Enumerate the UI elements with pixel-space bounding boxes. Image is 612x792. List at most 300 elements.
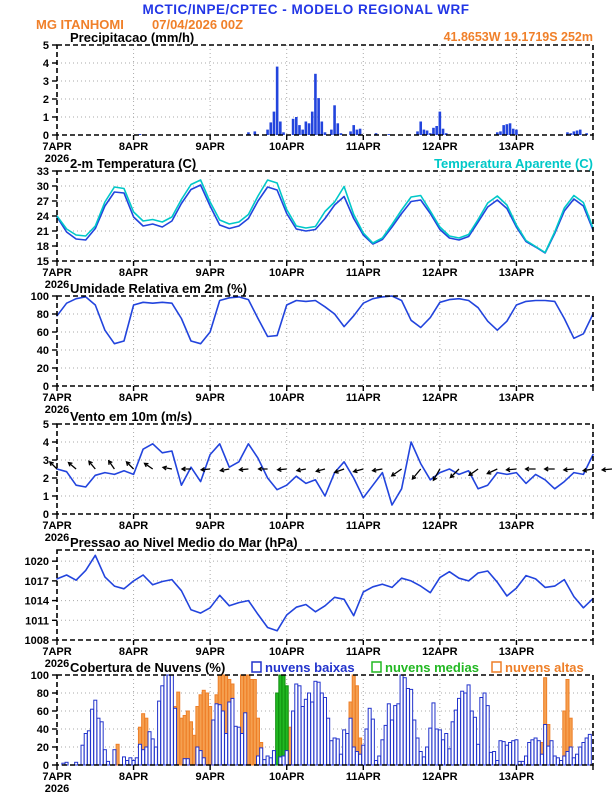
wind-arrow — [69, 463, 77, 469]
cloud-bar — [295, 684, 298, 765]
cloud-bar — [113, 750, 116, 765]
x-tick-label: 13APR — [498, 771, 535, 783]
x-year-label: 2026 — [44, 783, 70, 792]
cloud-bar — [540, 754, 543, 765]
series-line — [57, 296, 593, 344]
cloud-bar — [435, 729, 438, 765]
cloud-bar — [515, 740, 518, 765]
cloud-bar — [419, 752, 422, 766]
precip-bar — [311, 112, 314, 135]
cloud-bar — [317, 682, 320, 765]
x-tick-label: 8APR — [118, 392, 149, 404]
precip-bar — [324, 132, 327, 135]
wind-arrow — [145, 463, 153, 469]
cloud-bar — [199, 751, 202, 765]
cloud-bar — [225, 734, 228, 766]
precip-bar — [295, 117, 298, 135]
cloud-bar — [566, 752, 569, 766]
precip-bar — [292, 119, 295, 135]
cloud-bar — [148, 732, 151, 765]
cloud-bar — [387, 704, 390, 765]
cloud-bar — [272, 751, 275, 765]
precip-bar — [314, 74, 317, 135]
precip-bar — [579, 130, 582, 135]
y-tick-label: 1020 — [24, 556, 49, 569]
x-tick-label: 8APR — [118, 771, 149, 783]
cloud-bar — [94, 700, 97, 765]
cloud-bar — [480, 698, 483, 766]
wind-arrow — [297, 468, 306, 472]
y-tick-label: 27 — [36, 196, 49, 208]
cloud-bar — [129, 758, 132, 765]
cloud-bar — [158, 701, 161, 765]
cloud-bar — [381, 740, 384, 765]
precip-bar — [419, 122, 422, 136]
coordinates-label: 41.8653W 19.1719S 252m — [443, 30, 593, 44]
cloud-bar — [116, 744, 119, 765]
x-tick-label: 8APR — [118, 141, 149, 153]
x-tick-label: 10APR — [268, 771, 305, 783]
y-tick-label: 80 — [36, 688, 49, 700]
cloud-bar — [231, 698, 234, 765]
precip-bar — [269, 122, 272, 135]
wind-arrow — [583, 468, 593, 472]
cloud-bar — [304, 699, 307, 765]
precip-bar — [506, 124, 509, 135]
cloud-bar — [422, 757, 425, 765]
cloud-bar — [505, 745, 508, 765]
cloud-bar — [502, 742, 505, 765]
cloud-bar — [493, 752, 496, 766]
cloud-bar — [391, 720, 394, 765]
x-tick-label: 9APR — [195, 771, 225, 783]
x-year-label: 2026 — [44, 658, 70, 670]
cloud-bar — [525, 756, 528, 765]
x-tick-label: 7APR — [42, 520, 72, 532]
wind-arrow — [220, 468, 229, 472]
x-tick-label: 13APR — [498, 267, 535, 279]
cloud-bar — [151, 739, 154, 765]
precip-bar — [305, 122, 308, 136]
x-tick-label: 12APR — [422, 520, 458, 532]
cloud-bar — [528, 743, 531, 766]
cloud-bar — [202, 690, 205, 765]
cloud-bar — [477, 744, 480, 765]
legend-label: nuvens baixas — [265, 660, 355, 675]
cloud-bar — [473, 717, 476, 765]
cloud-bar — [260, 748, 263, 765]
panel-border — [57, 296, 593, 386]
y-tick-label: 100 — [30, 670, 49, 682]
cloud-bar — [324, 698, 327, 766]
wind-arrow — [469, 469, 478, 475]
precip-bar — [273, 112, 276, 135]
cloud-bar — [221, 711, 224, 765]
y-tick-label: 18 — [36, 241, 49, 253]
precip-bar — [333, 105, 336, 135]
cloud-bar — [183, 759, 186, 765]
cloud-bar — [282, 675, 285, 765]
precip-bar — [388, 134, 391, 135]
legend-swatch — [492, 662, 501, 672]
cloud-bar — [241, 734, 244, 766]
panel-border — [57, 45, 593, 135]
x-tick-label: 8APR — [118, 520, 149, 532]
y-tick-label: 2 — [42, 94, 49, 106]
x-tick-label: 11APR — [345, 520, 381, 532]
wind-arrow — [412, 469, 420, 479]
precip-bar — [423, 130, 426, 135]
y-tick-label: 20 — [36, 363, 49, 375]
x-tick-label: 7APR — [42, 267, 72, 279]
x-tick-label: 10APR — [268, 141, 305, 153]
cloud-bar — [550, 741, 553, 765]
cloud-bar — [582, 743, 585, 766]
cloud-bar — [97, 718, 100, 765]
x-tick-label: 9APR — [195, 141, 225, 153]
y-tick-label: 0 — [42, 381, 49, 393]
cloud-bar — [142, 750, 145, 765]
cloud-bar — [499, 741, 502, 765]
precip-bar — [432, 128, 435, 135]
cloud-bar — [186, 759, 189, 765]
x-tick-label: 12APR — [422, 267, 458, 279]
precip-bar — [359, 129, 362, 135]
precip-bar — [139, 134, 142, 135]
precip-bar — [276, 67, 279, 135]
wind-arrow — [392, 469, 402, 476]
panel-title: Cobertura de Nuvens (%) — [70, 660, 226, 675]
y-tick-label: 30 — [36, 181, 49, 193]
cloud-bar — [327, 718, 330, 765]
cloud-bar — [308, 693, 311, 765]
cloud-bar — [234, 726, 237, 765]
cloud-bar — [483, 693, 486, 765]
x-tick-label: 12APR — [422, 771, 458, 783]
apparent-temp-legend: Temperatura Aparente (C) — [434, 156, 593, 171]
precip-bar — [321, 122, 324, 136]
x-tick-label: 11APR — [345, 771, 381, 783]
cloud-bar — [512, 741, 515, 765]
precip-bar — [509, 123, 512, 135]
cloud-bar — [470, 711, 473, 765]
cloud-bar — [416, 738, 419, 765]
wind-arrow — [335, 469, 344, 473]
cloud-bar — [320, 693, 323, 765]
cloud-bar — [237, 727, 240, 765]
x-tick-label: 9APR — [195, 646, 225, 658]
y-tick-label: 2 — [42, 473, 49, 485]
cloud-bar — [346, 734, 349, 766]
cloud-bar — [288, 727, 291, 765]
x-tick-label: 10APR — [268, 392, 305, 404]
cloud-bar — [537, 741, 540, 765]
cloud-bar — [454, 710, 457, 765]
y-tick-label: 60 — [36, 327, 49, 339]
cloud-bar — [556, 758, 559, 765]
precip-bar — [301, 130, 304, 135]
x-tick-label: 7APR — [42, 646, 72, 658]
cloud-bar — [509, 743, 512, 766]
cloud-bar — [410, 689, 413, 765]
cloud-bar — [161, 686, 164, 765]
legend-label: nuvens altas — [505, 660, 584, 675]
cloud-bar — [486, 706, 489, 765]
panel-rh — [52, 296, 593, 391]
cloud-bar — [378, 756, 381, 765]
cloud-bar — [282, 756, 285, 765]
x-tick-label: 11APR — [345, 267, 381, 279]
cloud-bar — [445, 734, 448, 766]
cloud-bar — [569, 747, 572, 765]
cloud-bar — [292, 711, 295, 765]
x-year-label: 2026 — [44, 404, 70, 416]
x-tick-label: 9APR — [195, 392, 225, 404]
precip-bar — [336, 123, 339, 135]
cloud-bar — [406, 689, 409, 766]
cloud-bar — [531, 740, 534, 765]
wind-arrow — [89, 461, 95, 469]
y-tick-label: 0 — [42, 130, 49, 142]
precip-bar — [499, 131, 502, 135]
y-tick-label: 4 — [42, 437, 49, 449]
wind-arrow — [50, 462, 57, 469]
y-tick-label: 33 — [36, 166, 49, 178]
wind-arrow — [278, 468, 287, 472]
series-line — [57, 185, 593, 253]
cloud-bar — [196, 747, 199, 765]
cloud-bar — [177, 692, 180, 765]
series-line — [57, 555, 593, 631]
cloud-bar — [572, 758, 575, 765]
x-tick-label: 10APR — [268, 646, 305, 658]
cloud-bar — [285, 751, 288, 765]
cloud-bar — [368, 708, 371, 765]
y-tick-label: 4 — [42, 58, 49, 70]
panel-title: 2-m Temperatura (C) — [70, 156, 197, 171]
cloud-bar — [451, 722, 454, 765]
wind-arrow — [354, 469, 364, 473]
cloud-bar — [250, 680, 253, 766]
cloud-bar — [279, 757, 282, 765]
cloud-bar — [84, 734, 87, 766]
cloud-bar — [336, 739, 339, 765]
cloud-bar — [301, 707, 304, 766]
cloud-bar — [170, 675, 173, 765]
cloud-bar — [257, 756, 260, 765]
cloud-bar — [81, 745, 84, 765]
panel-temp — [52, 171, 593, 266]
x-tick-label: 11APR — [345, 392, 381, 404]
cloud-bar — [397, 704, 400, 765]
panel-title: Umidade Relativa em 2m (%) — [70, 281, 248, 296]
y-tick-label: 15 — [36, 256, 49, 268]
x-tick-label: 10APR — [268, 267, 305, 279]
cloud-bar — [544, 725, 547, 766]
y-tick-label: 1014 — [24, 595, 49, 608]
cloud-bar — [212, 720, 215, 765]
panel-border — [57, 550, 593, 640]
legend-swatch — [252, 662, 261, 672]
cloud-bar — [209, 707, 212, 766]
x-tick-label: 11APR — [345, 646, 381, 658]
cloud-bar — [426, 747, 429, 765]
cloud-bar — [183, 716, 186, 766]
y-tick-label: 40 — [36, 724, 49, 736]
y-tick-label: 40 — [36, 345, 49, 357]
precip-bar — [266, 130, 269, 135]
panel-wind — [50, 424, 612, 519]
run-datetime-label: 07/04/2026 00Z — [152, 17, 244, 32]
legend-swatch — [372, 662, 381, 672]
cloud-bar — [311, 702, 314, 765]
cloud-bar — [91, 709, 94, 765]
cloud-bar — [164, 675, 167, 765]
cloud-bar — [413, 720, 416, 765]
panel-title: Pressao ao Nivel Medio do Mar (hPa) — [70, 535, 298, 550]
wind-arrow — [507, 468, 517, 472]
x-tick-label: 9APR — [195, 520, 225, 532]
precip-bar — [356, 130, 359, 135]
cloud-bar — [75, 762, 78, 765]
x-tick-label: 12APR — [422, 141, 458, 153]
wind-arrow — [433, 469, 440, 480]
y-tick-label: 60 — [36, 706, 49, 718]
cloud-bar — [489, 752, 492, 765]
cloud-bar — [365, 729, 368, 765]
wind-arrow — [127, 462, 134, 469]
cloud-bar — [553, 756, 556, 765]
cloud-bar — [359, 754, 362, 765]
wind-arrow — [564, 468, 574, 472]
legend-label: nuvens medias — [385, 660, 479, 675]
y-tick-label: 3 — [42, 455, 49, 467]
cloud-bar — [218, 705, 221, 765]
y-tick-label: 1008 — [24, 635, 49, 647]
panel-title: Precipitacao (mm/h) — [70, 30, 195, 45]
cloud-bar — [464, 693, 467, 765]
y-tick-label: 1 — [42, 112, 49, 124]
cloud-bar — [103, 750, 106, 765]
cloud-bar — [576, 754, 579, 765]
x-tick-label: 7APR — [42, 141, 72, 153]
cloud-bar — [205, 693, 208, 765]
cloud-bar — [343, 730, 346, 765]
cloud-bar — [585, 738, 588, 765]
panel-precip — [52, 45, 593, 140]
cloud-bar — [588, 734, 591, 765]
wind-arrow — [316, 469, 325, 473]
cloud-bar — [349, 718, 352, 765]
x-tick-label: 13APR — [498, 392, 535, 404]
cloud-bar — [429, 728, 432, 765]
x-tick-label: 7APR — [42, 771, 72, 783]
cloud-bar — [362, 745, 365, 765]
wind-arrow — [373, 468, 383, 472]
cloud-bar — [253, 680, 256, 766]
cloud-bar — [145, 747, 148, 765]
cloud-bar — [448, 749, 451, 765]
cloud-bar — [202, 758, 205, 765]
x-tick-label: 13APR — [498, 141, 535, 153]
cloud-bar — [403, 678, 406, 765]
cloud-bar — [467, 685, 470, 765]
cloud-bar — [100, 722, 103, 765]
cloud-bar — [394, 706, 397, 765]
x-year-label: 2026 — [44, 279, 70, 291]
precip-bar — [439, 112, 442, 135]
cloud-bar — [138, 744, 141, 765]
precip-bar — [512, 129, 515, 135]
cloud-bar — [167, 675, 170, 765]
page-title: MCTIC/INPE/CPTEC - MODELO REGIONAL WRF — [142, 2, 470, 17]
cloud-bar — [534, 738, 537, 765]
precip-bar — [352, 125, 355, 135]
cloud-bar — [579, 747, 582, 765]
precip-bar — [308, 123, 311, 135]
cloud-bar — [244, 713, 247, 765]
cloud-bar — [458, 698, 461, 765]
cloud-bar — [186, 711, 189, 765]
cloud-bar — [263, 760, 266, 765]
cloud-bar — [266, 756, 269, 765]
cloud-bar — [314, 681, 317, 765]
precip-bar — [502, 125, 505, 135]
cloud-bar — [330, 741, 333, 765]
precip-bar — [317, 98, 320, 135]
x-tick-label: 13APR — [498, 520, 535, 532]
station-label: MG ITANHOMI — [36, 17, 124, 32]
precip-bar — [435, 126, 438, 135]
cloud-bar — [247, 675, 250, 765]
wind-arrow — [602, 468, 612, 472]
precip-bar — [442, 129, 445, 135]
cloud-bar — [298, 686, 301, 765]
wind-arrow — [163, 466, 172, 470]
cloud-bar — [276, 693, 279, 765]
cloud-bar — [461, 691, 464, 765]
wind-arrow — [109, 461, 115, 469]
x-year-label: 2026 — [44, 153, 70, 165]
cloud-bar — [339, 754, 342, 765]
cloud-bar — [547, 746, 550, 765]
cloud-bar — [190, 722, 193, 765]
y-tick-label: 20 — [36, 742, 49, 754]
y-tick-label: 0 — [42, 760, 49, 772]
cloud-bar — [215, 704, 218, 765]
cloud-bar — [384, 725, 387, 765]
cloud-bar — [563, 756, 566, 765]
precip-bar — [330, 130, 333, 135]
x-year-label: 2026 — [44, 532, 70, 544]
wind-arrow — [526, 467, 536, 471]
x-tick-label: 8APR — [118, 646, 149, 658]
y-tick-label: 24 — [36, 211, 49, 223]
cloud-bar — [279, 675, 282, 765]
panel-clouds — [52, 662, 593, 770]
cloud-bar — [154, 747, 157, 765]
y-tick-label: 1 — [42, 491, 49, 503]
y-tick-label: 1011 — [25, 615, 49, 628]
cloud-bar — [174, 708, 177, 765]
cloud-bar — [135, 758, 138, 765]
cloud-bar — [180, 718, 183, 765]
y-tick-label: 21 — [36, 226, 49, 238]
cloud-bar — [371, 719, 374, 765]
y-tick-label: 5 — [42, 419, 49, 431]
precip-bar — [515, 130, 518, 135]
wind-arrow — [545, 467, 555, 471]
